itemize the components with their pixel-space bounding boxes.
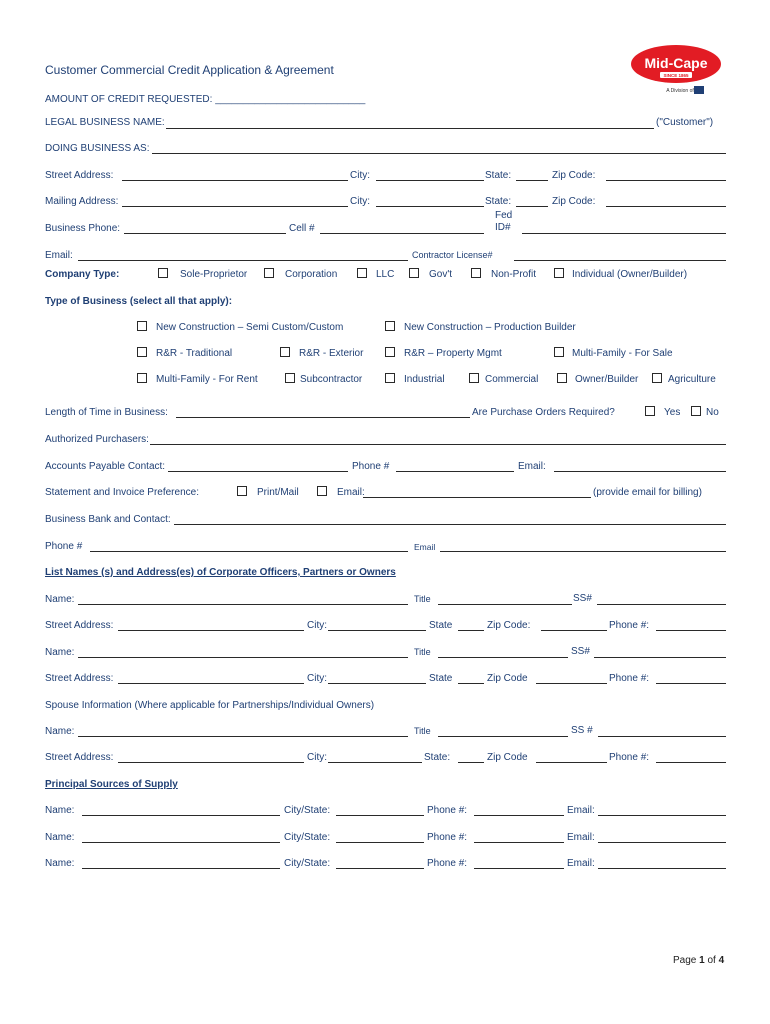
zip-line[interactable] xyxy=(606,180,726,181)
ap-email-label: Email: xyxy=(518,461,546,472)
supply3-phone-line[interactable] xyxy=(474,868,564,869)
officer1-title-label: Title xyxy=(414,594,431,604)
supply1-city-line[interactable] xyxy=(336,815,424,816)
auth-purchasers-label: Authorized Purchasers: xyxy=(45,434,149,445)
length-label: Length of Time in Business: xyxy=(45,407,168,418)
supply2-name-line[interactable] xyxy=(82,842,280,843)
subcontractor-checkbox[interactable] xyxy=(285,373,295,383)
officer1-name-line[interactable] xyxy=(78,604,408,605)
page-total: 4 xyxy=(718,955,725,966)
officer2-city-line[interactable] xyxy=(328,683,426,684)
new-construction-custom-checkbox[interactable] xyxy=(137,321,147,331)
officer1-state-line[interactable] xyxy=(458,630,484,631)
spouse-name-line[interactable] xyxy=(78,736,408,737)
business-type-option: New Construction – Production Builder xyxy=(404,322,576,333)
supply2-city-line[interactable] xyxy=(336,842,424,843)
page-prefix: Page xyxy=(673,955,700,966)
officer2-ss-line[interactable] xyxy=(594,657,726,658)
email-pref-checkbox[interactable] xyxy=(317,486,327,496)
spouse-zip-line[interactable] xyxy=(536,762,607,763)
corporation-checkbox[interactable] xyxy=(264,268,274,278)
bank-email-label: Email xyxy=(414,542,436,552)
email-label: Email: xyxy=(45,250,73,261)
llc-checkbox[interactable] xyxy=(357,268,367,278)
logo-since: SINCE 1865 xyxy=(663,73,689,78)
spouse-street-line[interactable] xyxy=(118,762,304,763)
ap-contact-line[interactable] xyxy=(168,471,348,472)
business-type-option: Multi-Family - For Rent xyxy=(156,374,258,385)
mailing-label: Mailing Address: xyxy=(45,196,119,207)
ap-email-line[interactable] xyxy=(554,471,726,472)
officer1-zip-line[interactable] xyxy=(541,630,607,631)
officer1-city-label: City: xyxy=(307,620,327,631)
spouse-title-line[interactable] xyxy=(438,736,568,737)
amount-label: AMOUNT OF CREDIT REQUESTED: ___________________________ xyxy=(45,94,366,105)
mailing-city-line[interactable] xyxy=(376,206,484,207)
business-type-option: R&R – Property Mgmt xyxy=(404,348,502,359)
officer1-state-label: State xyxy=(429,620,453,631)
provide-email-label: (provide email for billing) xyxy=(593,487,702,498)
mailing-line[interactable] xyxy=(122,206,348,207)
company-type-option: Gov't xyxy=(429,269,453,280)
spouse-title-label: Title xyxy=(414,726,431,736)
mailing-zip-line[interactable] xyxy=(606,206,726,207)
company-type-option: Non-Profit xyxy=(491,269,537,280)
ap-contact-label: Accounts Payable Contact: xyxy=(45,461,166,472)
spouse-label: Spouse Information (Where applicable for Partnerships/Individual Owners) xyxy=(45,700,375,711)
legal-name-label: LEGAL BUSINESS NAME: xyxy=(45,117,165,128)
mailing-zip-label: Zip Code: xyxy=(552,196,596,207)
spouse-phone-label: Phone #: xyxy=(609,752,650,763)
logo-division: A Division of xyxy=(666,88,694,94)
supply1-name-line[interactable] xyxy=(82,815,280,816)
officer1-title-line[interactable] xyxy=(438,604,572,605)
supply2-email-label: Email: xyxy=(567,832,595,843)
street-label: Street Address: xyxy=(45,170,114,181)
officer2-state-label: State xyxy=(429,673,453,684)
business-type-heading: Type of Business (select all that apply): xyxy=(45,296,233,307)
sole-proprietor-checkbox[interactable] xyxy=(158,268,168,278)
officer2-state-line[interactable] xyxy=(458,683,484,684)
mailing-state-label: State: xyxy=(485,196,512,207)
po-yes-checkbox[interactable] xyxy=(645,406,655,416)
commercial-checkbox[interactable] xyxy=(469,373,479,383)
print-mail-checkbox[interactable] xyxy=(237,486,247,496)
bank-line[interactable] xyxy=(174,524,726,525)
rr-property-mgmt-checkbox[interactable] xyxy=(385,347,395,357)
rr-exterior-checkbox[interactable] xyxy=(280,347,290,357)
bank-email-line[interactable] xyxy=(440,551,726,552)
mailing-city-label: City: xyxy=(350,196,370,207)
supply-heading: Principal Sources of Supply xyxy=(45,779,178,790)
fed-label: Fed xyxy=(495,210,513,221)
mailing-state-line[interactable] xyxy=(516,206,548,207)
company-type-option: Sole-Proprietor xyxy=(180,269,248,280)
contractor-line[interactable] xyxy=(514,260,726,261)
supply1-city-label: City/State: xyxy=(284,805,331,816)
statement-pref-label: Statement and Invoice Preference: xyxy=(45,487,199,498)
owner-builder-checkbox[interactable] xyxy=(557,373,567,383)
company-type-label: Company Type: xyxy=(45,269,120,280)
officer1-name-label: Name: xyxy=(45,594,75,605)
page-current: 1 xyxy=(699,955,705,966)
length-line[interactable] xyxy=(176,417,470,418)
business-type-option: Commercial xyxy=(485,374,539,385)
spouse-ss-line[interactable] xyxy=(598,736,726,737)
spouse-state-line[interactable] xyxy=(458,762,484,763)
po-yes-label: Yes xyxy=(664,407,681,418)
business-type-option: Industrial xyxy=(404,374,445,385)
officer1-ss-label: SS# xyxy=(573,593,592,604)
officer1-phone-label: Phone #: xyxy=(609,620,650,631)
business-type-option: Multi-Family - For Sale xyxy=(572,348,673,359)
po-no-checkbox[interactable] xyxy=(691,406,701,416)
company-type-option: Individual (Owner/Builder) xyxy=(572,269,688,280)
officer1-city-line[interactable] xyxy=(328,630,426,631)
officer2-street-label: Street Address: xyxy=(45,673,114,684)
auth-purchasers-line[interactable] xyxy=(150,444,726,445)
supply2-phone-line[interactable] xyxy=(474,842,564,843)
logo-name: Mid-Cape xyxy=(644,55,708,71)
officers-heading: List Names (s) and Address(es) of Corporate Officers, Partners or Owners xyxy=(45,567,396,578)
email-pref-label: Email: xyxy=(337,487,365,498)
spouse-zip-label: Zip Code xyxy=(487,752,528,763)
dba-label: DOING BUSINESS AS: xyxy=(45,143,150,154)
po-label: Are Purchase Orders Required? xyxy=(472,407,615,418)
business-type-option: R&R - Traditional xyxy=(156,348,233,359)
officer2-street-line[interactable] xyxy=(118,683,304,684)
street-line[interactable] xyxy=(122,180,348,181)
ap-phone-label: Phone # xyxy=(352,461,390,472)
officer2-name-label: Name: xyxy=(45,647,75,658)
business-phone-label: Business Phone: xyxy=(45,223,121,234)
zip-label: Zip Code: xyxy=(552,170,596,181)
business-phone-line[interactable] xyxy=(124,233,286,234)
officer1-phone-line[interactable] xyxy=(656,630,726,631)
supply3-email-label: Email: xyxy=(567,858,595,869)
govt-checkbox[interactable] xyxy=(409,268,419,278)
bank-phone-line[interactable] xyxy=(90,551,408,552)
business-type-option: Agriculture xyxy=(668,374,716,385)
supply3-name-line[interactable] xyxy=(82,868,280,869)
legal-name-line[interactable] xyxy=(166,128,654,129)
multifamily-rent-checkbox[interactable] xyxy=(137,373,147,383)
supply2-name-label: Name: xyxy=(45,832,75,843)
officer1-street-label: Street Address: xyxy=(45,620,114,631)
business-type-option: Owner/Builder xyxy=(575,374,639,385)
state-label: State: xyxy=(485,170,512,181)
individual-checkbox[interactable] xyxy=(554,268,564,278)
cell-label: Cell # xyxy=(289,223,315,234)
bank-label: Business Bank and Contact: xyxy=(45,514,171,525)
new-construction-production-checkbox[interactable] xyxy=(385,321,395,331)
customer-tag: ("Customer") xyxy=(656,117,714,128)
supply1-name-label: Name: xyxy=(45,805,75,816)
non-profit-checkbox[interactable] xyxy=(471,268,481,278)
city-label: City: xyxy=(350,170,370,181)
supply2-phone-label: Phone #: xyxy=(427,832,468,843)
ap-phone-line[interactable] xyxy=(396,471,514,472)
industrial-checkbox[interactable] xyxy=(385,373,395,383)
fed-id-line[interactable] xyxy=(522,233,726,234)
page-number xyxy=(673,955,724,966)
officer1-ss-line[interactable] xyxy=(597,604,726,605)
business-type-option: New Construction – Semi Custom/Custom xyxy=(156,322,344,333)
supply3-name-label: Name: xyxy=(45,858,75,869)
supply2-city-label: City/State: xyxy=(284,832,331,843)
company-type-option: LLC xyxy=(376,269,395,280)
officer2-name-line[interactable] xyxy=(78,657,408,658)
page-title: Customer Commercial Credit Application & Agreement xyxy=(45,63,334,77)
officer2-phone-line[interactable] xyxy=(656,683,726,684)
supply1-phone-line[interactable] xyxy=(474,815,564,816)
bank-phone-label: Phone # xyxy=(45,541,83,552)
business-type-option: Subcontractor xyxy=(300,374,363,385)
spouse-ss-label: SS # xyxy=(571,725,593,736)
multifamily-sale-checkbox[interactable] xyxy=(554,347,564,357)
state-line[interactable] xyxy=(516,180,548,181)
officer1-zip-label: Zip Code: xyxy=(487,620,531,631)
spouse-city-line[interactable] xyxy=(328,762,422,763)
officer2-ss-label: SS# xyxy=(571,646,590,657)
officer2-phone-label: Phone #: xyxy=(609,673,650,684)
spouse-city-label: City: xyxy=(307,752,327,763)
supply2-email-line[interactable] xyxy=(598,842,726,843)
company-type-option: Corporation xyxy=(285,269,338,280)
officer2-title-label: Title xyxy=(414,647,431,657)
supply3-email-line[interactable] xyxy=(598,868,726,869)
supply1-email-line[interactable] xyxy=(598,815,726,816)
supply3-city-line[interactable] xyxy=(336,868,424,869)
email-line[interactable] xyxy=(78,260,408,261)
po-no-label: No xyxy=(706,407,719,418)
business-type-option: R&R - Exterior xyxy=(299,348,364,359)
spouse-street-label: Street Address: xyxy=(45,752,114,763)
supply3-city-label: City/State: xyxy=(284,858,331,869)
supply1-phone-label: Phone #: xyxy=(427,805,468,816)
officer2-title-line[interactable] xyxy=(438,657,568,658)
spouse-state-label: State: xyxy=(424,752,451,763)
print-mail-label: Print/Mail xyxy=(257,487,299,498)
supply3-phone-label: Phone #: xyxy=(427,858,468,869)
city-line[interactable] xyxy=(376,180,484,181)
id-label: ID# xyxy=(495,222,511,233)
spouse-phone-line[interactable] xyxy=(656,762,726,763)
mid-cape-logo xyxy=(630,44,722,96)
agriculture-checkbox[interactable] xyxy=(652,373,662,383)
officer2-zip-line[interactable] xyxy=(536,683,607,684)
cell-line[interactable] xyxy=(320,233,484,234)
rr-traditional-checkbox[interactable] xyxy=(137,347,147,357)
officer2-zip-label: Zip Code xyxy=(487,673,528,684)
page-of: of xyxy=(704,955,719,966)
officer1-street-line[interactable] xyxy=(118,630,304,631)
contractor-label: Contractor License# xyxy=(412,250,493,260)
dba-line[interactable] xyxy=(152,153,726,154)
billing-email-line[interactable] xyxy=(363,497,591,498)
officer2-city-label: City: xyxy=(307,673,327,684)
spouse-name-label: Name: xyxy=(45,726,75,737)
supply1-email-label: Email: xyxy=(567,805,595,816)
